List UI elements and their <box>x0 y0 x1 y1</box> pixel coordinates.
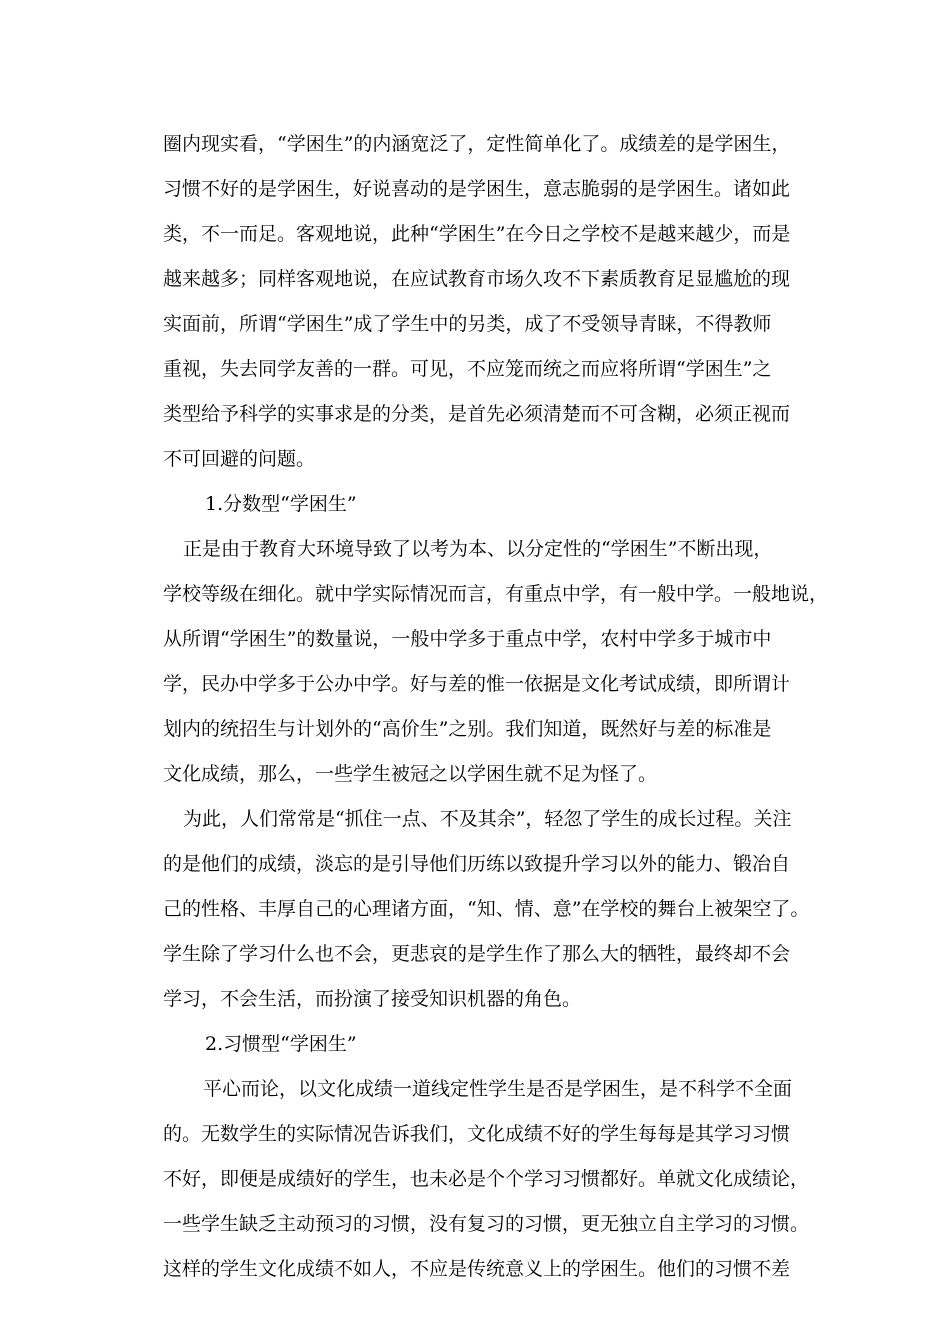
text-line: 不可回避的问题。 <box>163 448 316 470</box>
section-heading: 1.分数型“学困生” <box>205 493 357 515</box>
text-line: 的。无数学生的实际情况告诉我们，文化成绩不好的学生每每是其学习习惯 <box>163 1123 791 1145</box>
text-line: 实面前，所谓“学困生”成了学生中的另类，成了不受领导青睐，不得教师 <box>163 313 772 335</box>
text-line: 学习，不会生活，而扮演了接受知识机器的角色。 <box>163 988 582 1010</box>
text-line: 划内的统招生与计划外的“高价生”之别。我们知道，既然好与差的标准是 <box>163 718 772 740</box>
text-line: 这样的学生文化成绩不如人，不应是传统意义上的学困生。他们的习惯不差 <box>163 1258 791 1280</box>
text-line: 重视，失去同学友善的一群。可见，不应笼而统之而应将所谓“学困生”之 <box>163 358 772 380</box>
text-line: 习惯不好的是学困生，好说喜动的是学困生，意志脆弱的是学困生。诸如此 <box>163 178 791 200</box>
text-line: 一些学生缺乏主动预习的习惯，没有复习的习惯，更无独立自主学习的习惯。 <box>163 1213 810 1235</box>
text-line: 文化成绩，那么，一些学生被冠之以学困生就不足为怪了。 <box>163 763 658 785</box>
text-line: 平心而论，以文化成绩一道线定性学生是否是学困生，是不科学不全面 <box>203 1078 793 1100</box>
text-line: 类型给予科学的实事求是的分类，是首先必须清楚而不可含糊，必须正视而 <box>163 403 791 425</box>
text-line: 从所谓“学困生”的数量说，一般中学多于重点中学，农村中学多于城市中 <box>163 628 772 650</box>
text-line: 越来越多；同样客观地说，在应试教育市场久攻不下素质教育足显尴尬的现 <box>163 268 791 290</box>
text-line: 为此，人们常常是“抓住一点、不及其余”，轻忽了学生的成长过程。关注 <box>183 808 792 830</box>
text-line: 的是他们的成绩，淡忘的是引导他们历练以致提升学习以外的能力、锻冶自 <box>163 853 791 875</box>
text-line: 己的性格、丰厚自己的心理诸方面，“知、情、意”在学校的舞台上被架空了。 <box>163 898 810 920</box>
text-line: 不好，即便是成绩好的学生，也未必是个个学习习惯都好。单就文化成绩论， <box>163 1168 810 1190</box>
text-line: 学校等级在细化。就中学实际情况而言，有重点中学，有一般中学。一般地说， <box>163 583 829 605</box>
text-line: 类，不一而足。客观地说，此种“学困生”在今日之学校不是越来越少，而是 <box>163 223 791 245</box>
text-line: 学生除了学习什么也不会，更悲哀的是学生作了那么大的牺牲，最终却不会 <box>163 943 791 965</box>
text-line: 学，民办中学多于公办中学。好与差的惟一依据是文化考试成绩，即所谓计 <box>163 673 791 695</box>
text-line: 正是由于教育大环境导致了以考为本、以分定性的“学困生”不断出现， <box>183 538 773 560</box>
text-line: 圈内现实看，“学困生”的内涵宽泛了，定性简单化了。成绩差的是学困生， <box>163 133 791 155</box>
section-heading: 2.习惯型“学困生” <box>205 1033 357 1055</box>
